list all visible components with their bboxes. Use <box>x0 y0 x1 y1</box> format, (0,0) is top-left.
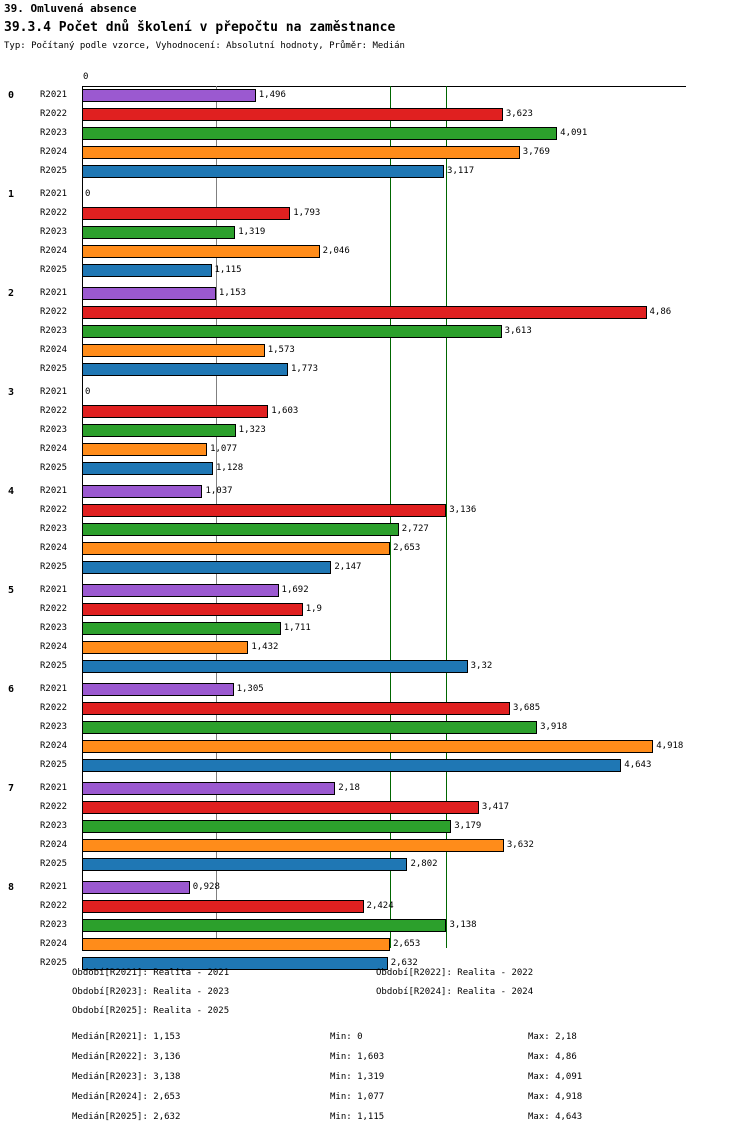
bar-value-label: 3,918 <box>540 722 568 732</box>
bar[interactable] <box>82 127 557 140</box>
bar-value-label: 1,496 <box>258 90 286 100</box>
bar-value-label: 3,138 <box>449 920 477 930</box>
bar-value-label: 4,86 <box>649 307 672 317</box>
group-index-label: 3 <box>8 387 15 398</box>
series-row-label: R2022 <box>40 604 68 614</box>
bar-value-label: 1,128 <box>216 463 244 473</box>
series-row-label: R2021 <box>40 387 68 397</box>
series-row-label: R2022 <box>40 505 68 515</box>
bar-value-label: 4,918 <box>656 741 684 751</box>
legend-item: Období[R2022]: Realita - 2022 <box>376 968 534 978</box>
bar-value-label: 1,037 <box>205 486 233 496</box>
series-row-label: R2024 <box>40 840 68 850</box>
bar[interactable] <box>82 264 212 277</box>
series-row-label: R2025 <box>40 166 68 176</box>
bar-value-label: 2,653 <box>393 939 421 949</box>
bar-row <box>0 855 750 874</box>
bar[interactable] <box>82 146 520 159</box>
bar-value-label: 1,711 <box>283 623 311 633</box>
bar-value-label: 3,623 <box>505 109 533 119</box>
series-row-label: R2025 <box>40 859 68 869</box>
bar-row <box>0 657 750 676</box>
bar-row <box>0 162 750 181</box>
bar[interactable] <box>82 938 390 951</box>
bar-value-label: 3,632 <box>506 840 534 850</box>
bar-row <box>0 261 750 280</box>
bar-row <box>0 223 750 242</box>
bar-row <box>0 482 750 501</box>
stat-min-label: Min: 1,115 <box>330 1112 385 1122</box>
legend-item: Období[R2023]: Realita - 2023 <box>72 987 230 997</box>
bar-value-label: 4,643 <box>624 760 652 770</box>
series-row-label: R2024 <box>40 246 68 256</box>
bar[interactable] <box>82 485 202 498</box>
bar-row <box>0 303 750 322</box>
series-row-label: R2024 <box>40 444 68 454</box>
bar-value-label: 0,928 <box>192 882 220 892</box>
bar-value-label: 1,319 <box>238 227 266 237</box>
bar-row <box>0 680 750 699</box>
bar-row <box>0 539 750 558</box>
bar-row <box>0 699 750 718</box>
series-row-label: R2021 <box>40 288 68 298</box>
series-row-label: R2023 <box>40 227 68 237</box>
stat-min-label: Min: 1,319 <box>330 1072 385 1082</box>
axis-zero-label: 0 <box>83 72 89 82</box>
series-row-label: R2022 <box>40 703 68 713</box>
bar-value-label: 0 <box>85 189 91 199</box>
bar-value-label: 2,046 <box>322 246 350 256</box>
series-row-label: R2022 <box>40 109 68 119</box>
bar-row <box>0 836 750 855</box>
bar-row <box>0 402 750 421</box>
bar-value-label: 3,613 <box>504 326 532 336</box>
series-row-label: R2025 <box>40 463 68 473</box>
bar[interactable] <box>82 759 621 772</box>
bar[interactable] <box>82 660 468 673</box>
stat-median-label: Medián[R2025]: 2,632 <box>72 1112 181 1122</box>
legend-item: Období[R2024]: Realita - 2024 <box>376 987 534 997</box>
bar-row <box>0 756 750 775</box>
bar[interactable] <box>82 584 279 597</box>
series-row-label: R2024 <box>40 345 68 355</box>
bar-group <box>0 383 750 478</box>
series-row-label: R2021 <box>40 585 68 595</box>
bar-group <box>0 284 750 379</box>
bar-value-label: 2,802 <box>410 859 438 869</box>
bar-value-label: 1,573 <box>267 345 295 355</box>
bar[interactable] <box>82 721 537 734</box>
group-index-label: 5 <box>8 585 15 596</box>
bar-row <box>0 897 750 916</box>
bar-group <box>0 482 750 577</box>
bar-row <box>0 581 750 600</box>
bar-value-label: 1,305 <box>236 684 264 694</box>
bar-row <box>0 737 750 756</box>
bar-value-label: 3,685 <box>513 703 541 713</box>
series-row-label: R2021 <box>40 486 68 496</box>
bar[interactable] <box>82 561 331 574</box>
series-row-label: R2025 <box>40 265 68 275</box>
legend-item: Období[R2025]: Realita - 2025 <box>72 1006 230 1016</box>
series-row-label: R2023 <box>40 326 68 336</box>
bar-row <box>0 817 750 836</box>
bar[interactable] <box>82 622 281 635</box>
series-row-label: R2024 <box>40 147 68 157</box>
stat-max-label: Max: 2,18 <box>528 1032 577 1042</box>
stat-max-label: Max: 4,918 <box>528 1092 583 1102</box>
series-row-label: R2024 <box>40 543 68 553</box>
bar-row <box>0 86 750 105</box>
group-index-label: 1 <box>8 189 15 200</box>
series-row-label: R2023 <box>40 524 68 534</box>
bar[interactable] <box>82 287 216 300</box>
bar-group <box>0 86 750 181</box>
stat-min-label: Min: 1,603 <box>330 1052 385 1062</box>
bar-row <box>0 124 750 143</box>
bar-row <box>0 459 750 478</box>
series-row-label: R2022 <box>40 307 68 317</box>
page-title: 39.3.4 Počet dnů školení v přepočtu na zaměstnance <box>4 20 396 35</box>
series-row-label: R2022 <box>40 406 68 416</box>
group-index-label: 7 <box>8 783 15 794</box>
bar[interactable] <box>82 306 647 319</box>
series-row-label: R2023 <box>40 425 68 435</box>
bar-row <box>0 779 750 798</box>
bar[interactable] <box>82 443 207 456</box>
bar-value-label: 1,603 <box>271 406 299 416</box>
stat-median-label: Medián[R2023]: 3,138 <box>72 1072 181 1082</box>
bar-value-label: 2,727 <box>401 524 429 534</box>
series-row-label: R2021 <box>40 90 68 100</box>
bar-row <box>0 341 750 360</box>
bar[interactable] <box>82 858 407 871</box>
bar-value-label: 4,091 <box>560 128 588 138</box>
bar-row <box>0 501 750 520</box>
bar-value-label: 3,417 <box>481 802 509 812</box>
bar-row <box>0 204 750 223</box>
bar-value-label: 1,773 <box>290 364 319 374</box>
bar-value-label: 1,692 <box>281 585 309 595</box>
series-row-label: R2023 <box>40 920 68 930</box>
series-row-label: R2022 <box>40 802 68 812</box>
bar-row <box>0 600 750 619</box>
bar-row <box>0 185 750 204</box>
bar[interactable] <box>82 424 236 437</box>
series-row-label: R2021 <box>40 189 68 199</box>
bar-value-label: 3,136 <box>449 505 477 515</box>
bar[interactable] <box>82 542 390 555</box>
bar[interactable] <box>82 782 335 795</box>
chart-subtitle: Typ: Počítaný podle vzorce, Vyhodnocení: Absolutní hodnoty, Průměr: Medián <box>4 41 405 51</box>
series-row-label: R2024 <box>40 642 68 652</box>
bar-value-label: 3,769 <box>522 147 550 157</box>
bar[interactable] <box>82 325 502 338</box>
bar[interactable] <box>82 919 446 932</box>
bar[interactable] <box>82 740 653 753</box>
bar[interactable] <box>82 881 190 894</box>
stat-max-label: Max: 4,86 <box>528 1052 577 1062</box>
bar[interactable] <box>82 641 248 654</box>
bar-row <box>0 105 750 124</box>
stat-min-label: Min: 1,077 <box>330 1092 385 1102</box>
bar-row <box>0 520 750 539</box>
series-row-label: R2025 <box>40 661 68 671</box>
group-index-label: 6 <box>8 684 15 695</box>
series-row-label: R2024 <box>40 741 68 751</box>
series-row-label: R2022 <box>40 901 68 911</box>
bar[interactable] <box>82 108 503 121</box>
series-row-label: R2022 <box>40 208 68 218</box>
bar[interactable] <box>82 683 234 696</box>
bar-row <box>0 916 750 935</box>
bar-row <box>0 284 750 303</box>
bar-row <box>0 421 750 440</box>
stat-median-label: Medián[R2024]: 2,653 <box>72 1092 181 1102</box>
bar-value-label: 2,147 <box>334 562 362 572</box>
bar[interactable] <box>82 363 288 376</box>
bar-value-label: 2,424 <box>366 901 394 911</box>
bar-chart <box>0 60 750 968</box>
bar-row <box>0 718 750 737</box>
bar-row <box>0 878 750 897</box>
bar-value-label: 2,18 <box>338 783 360 793</box>
series-row-label: R2023 <box>40 722 68 732</box>
report-section-title: 39. Omluvená absence <box>4 2 137 15</box>
bar-row <box>0 935 750 954</box>
series-row-label: R2021 <box>40 684 68 694</box>
stat-median-label: Medián[R2021]: 1,153 <box>72 1032 181 1042</box>
series-row-label: R2023 <box>40 623 68 633</box>
bar[interactable] <box>82 207 290 220</box>
bar[interactable] <box>82 820 451 833</box>
bar[interactable] <box>82 504 446 517</box>
legend-item: Období[R2021]: Realita - 2021 <box>72 968 230 978</box>
bar-value-label: 1,9 <box>305 604 322 614</box>
group-index-label: 8 <box>8 882 15 893</box>
stat-min-label: Min: 0 <box>330 1032 363 1042</box>
bar-row <box>0 242 750 261</box>
bar-value-label: 1,153 <box>218 288 247 298</box>
bar-row <box>0 383 750 402</box>
bar-value-label: 3,32 <box>470 661 493 671</box>
group-index-label: 4 <box>8 486 15 497</box>
bar-value-label: 2,632 <box>390 958 418 968</box>
bar[interactable] <box>82 900 364 913</box>
bar-row <box>0 322 750 341</box>
series-row-label: R2025 <box>40 562 68 572</box>
bar-value-label: 3,117 <box>447 166 475 176</box>
bar-row <box>0 440 750 459</box>
bar-row <box>0 360 750 379</box>
bar-value-label: 1,115 <box>214 265 242 275</box>
stat-max-label: Max: 4,091 <box>528 1072 583 1082</box>
bar-value-label: 0 <box>85 387 91 397</box>
series-row-label: R2025 <box>40 958 68 968</box>
bar-group <box>0 185 750 280</box>
bar[interactable] <box>82 89 256 102</box>
bar-value-label: 2,653 <box>393 543 421 553</box>
bar-group <box>0 779 750 874</box>
bar[interactable] <box>82 462 213 475</box>
bar-row <box>0 558 750 577</box>
bar-group <box>0 878 750 973</box>
bar-value-label: 1,077 <box>210 444 238 454</box>
bar-group <box>0 581 750 676</box>
bar[interactable] <box>82 603 303 616</box>
group-index-label: 2 <box>8 288 15 299</box>
series-row-label: R2023 <box>40 128 68 138</box>
bar[interactable] <box>82 523 399 536</box>
bar[interactable] <box>82 702 510 715</box>
series-row-label: R2025 <box>40 760 68 770</box>
bar-value-label: 1,323 <box>238 425 266 435</box>
bar[interactable] <box>82 245 320 258</box>
bar-row <box>0 143 750 162</box>
bar-row <box>0 798 750 817</box>
series-row-label: R2021 <box>40 882 68 892</box>
bar-value-label: 1,793 <box>293 208 321 218</box>
bar[interactable] <box>82 344 265 357</box>
bar-group <box>0 680 750 775</box>
series-row-label: R2023 <box>40 821 68 831</box>
series-row-label: R2025 <box>40 364 68 374</box>
bar[interactable] <box>82 839 504 852</box>
bar-value-label: 3,179 <box>454 821 482 831</box>
stat-max-label: Max: 4,643 <box>528 1112 583 1122</box>
bar[interactable] <box>82 405 268 418</box>
stat-median-label: Medián[R2022]: 3,136 <box>72 1052 181 1062</box>
series-row-label: R2021 <box>40 783 68 793</box>
bar[interactable] <box>82 801 479 814</box>
group-index-label: 0 <box>8 90 15 101</box>
bar-row <box>0 619 750 638</box>
bar[interactable] <box>82 226 235 239</box>
bar-row <box>0 638 750 657</box>
bar[interactable] <box>82 165 444 178</box>
bar-value-label: 1,432 <box>251 642 279 652</box>
series-row-label: R2024 <box>40 939 68 949</box>
